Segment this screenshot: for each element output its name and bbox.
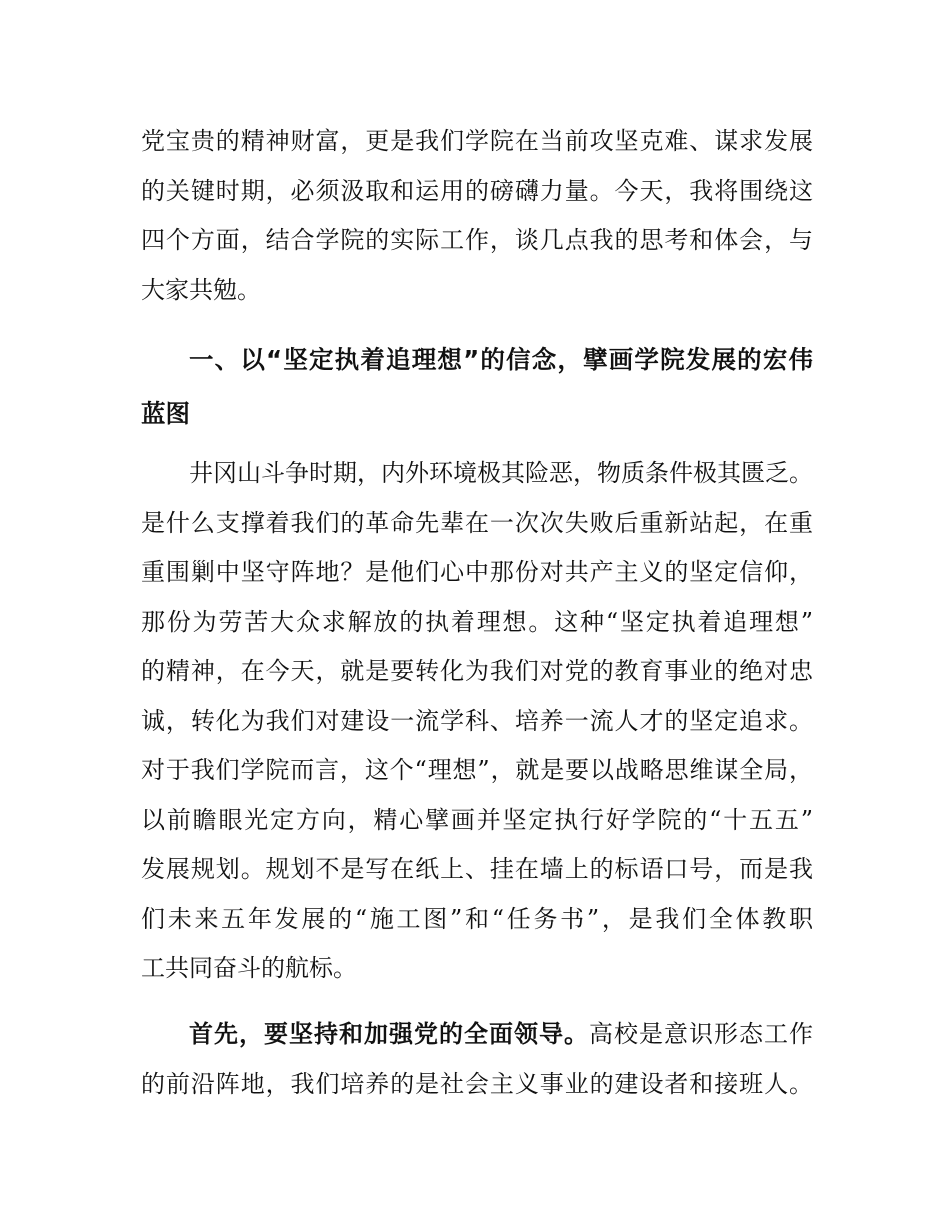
paragraph-leadership [141,1010,813,1109]
section-heading [141,333,813,441]
text-line: 发展规划。规划不是写在纸上、挂在墙上的标语口号，而是我 [141,855,813,883]
text-line [141,1010,813,1060]
text-line: 的关键时期，必须汲取和运用的磅礴力量。今天，我将围绕这 [141,176,813,205]
text-line: 对于我们学院而言，这个“理想”，就是要以战略思维谋全局， [141,756,813,784]
text-fragment: 高校是意识形态工作 [589,1020,813,1048]
paragraph-intro [141,117,813,315]
heading-line: 蓝图 [141,399,190,428]
text-line: 四个方面，结合学院的实际工作，谈几点我的思考和体会，与 [141,226,813,254]
text-line: 诚，转化为我们对建设一流学科、培养一流人才的坚定追求。 [141,706,813,735]
text-line: 是什么支撑着我们的革命先辈在一次次失败后重新站起，在重 [141,508,813,537]
bold-lead-text: 首先，要坚持和加强党的全面领导。 [189,1020,589,1048]
text-line: 的精神，在今天，就是要转化为我们对党的教育事业的绝对忠 [141,657,813,685]
text-line: 那份为劳苦大众求解放的执着理想。这种“坚定执着追理想” [141,607,813,636]
text-line: 的前沿阵地，我们培养的是社会主义事业的建设者和接班人。 [141,1069,813,1098]
text-line: 重围剿中坚守阵地？是他们心中那份对共产主义的坚定信仰， [141,558,813,586]
text-line: 们未来五年发展的“施工图”和“任务书”，是我们全体教职 [141,904,813,933]
text-line: 党宝贵的精神财富，更是我们学院在当前攻坚克难、谋求发展 [141,127,813,155]
text-line: 井冈山斗争时期，内外环境极其险恶，物质条件极其匮乏。 [189,459,813,487]
text-line: 工共同奋斗的航标。 [141,954,357,982]
text-line: 大家共勉。 [141,275,261,304]
paragraph-body [141,449,813,994]
heading-line: 一、以“坚定执着追理想”的信念，擘画学院发展的宏伟 [189,345,813,374]
text-line: 以前瞻眼光定方向，精心擘画并坚定执行好学院的“十五五” [141,805,813,834]
